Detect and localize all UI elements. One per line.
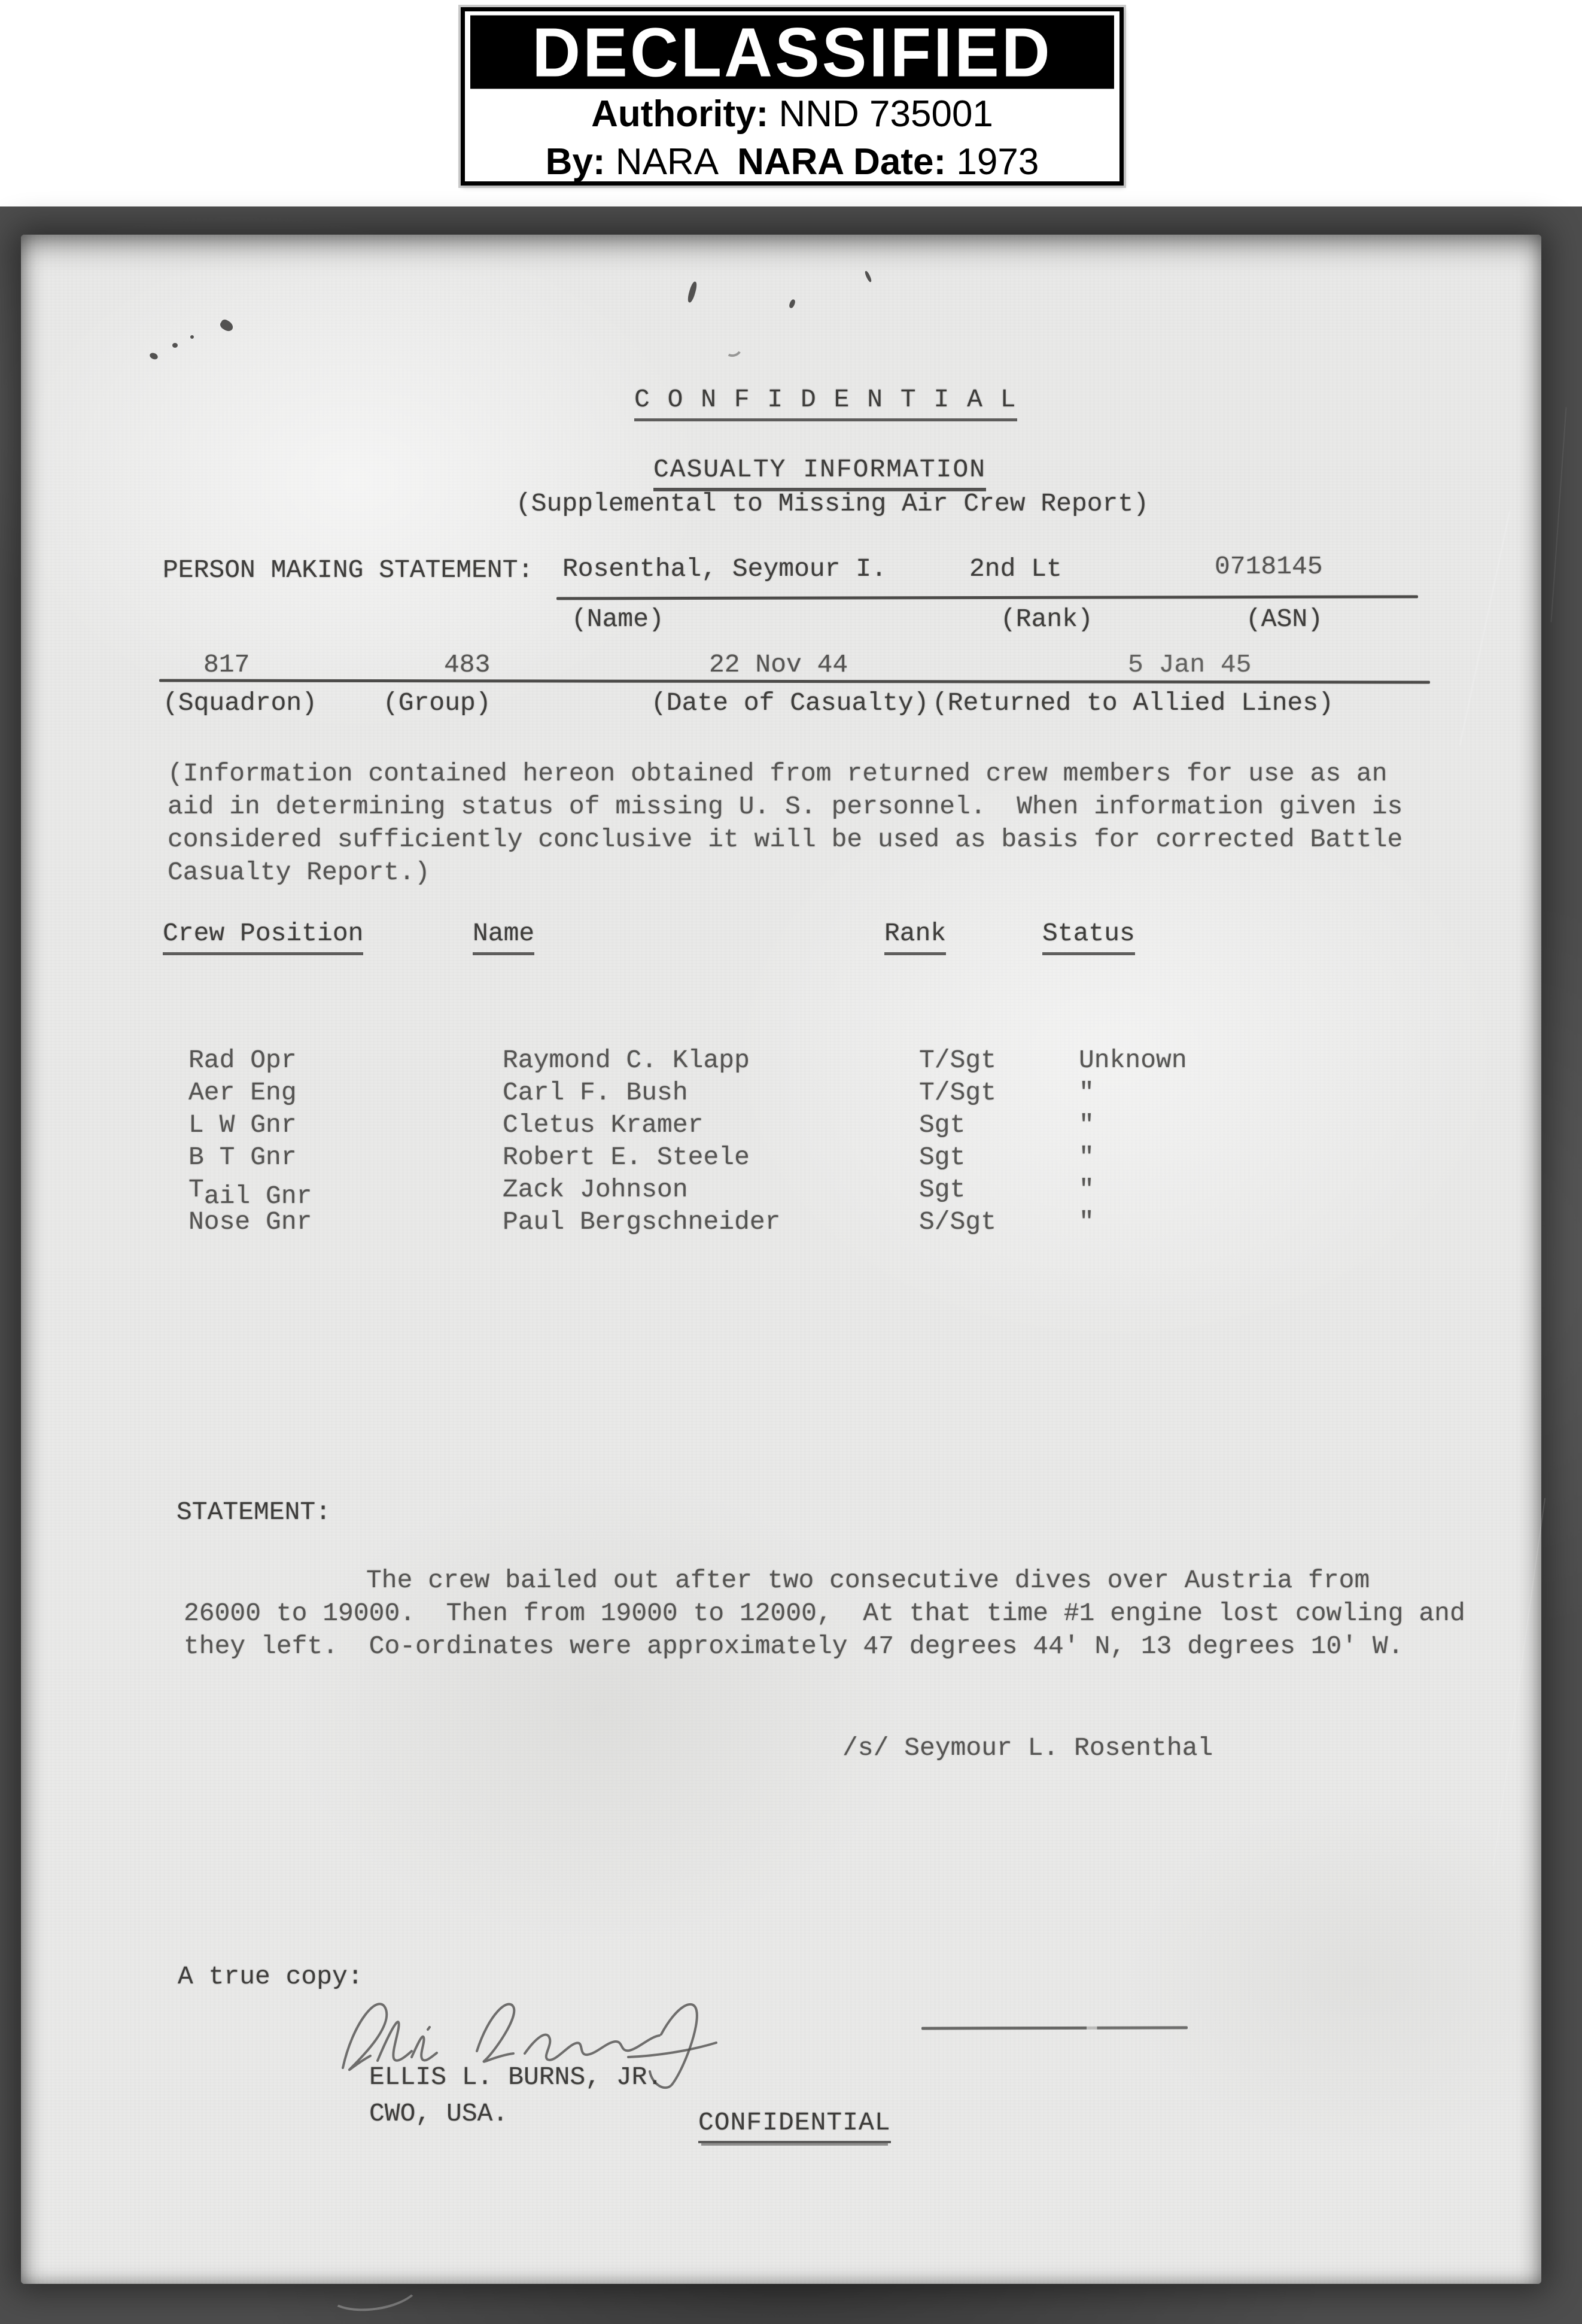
crew-rank: Sgt: [919, 1110, 966, 1140]
classification-heading: C O N F I D E N T I A L: [634, 385, 1017, 421]
group-value: 483: [444, 650, 491, 679]
crew-position: Tail Gnr: [188, 1175, 312, 1211]
crew-status: Unknown: [1079, 1046, 1187, 1075]
crew-table-row: [188, 1175, 1415, 1211]
nara-date-value: 1973: [946, 141, 1039, 183]
rank-caption: (Rank): [1000, 604, 1093, 634]
crew-status: ": [1079, 1143, 1094, 1172]
crew-status: ": [1079, 1175, 1094, 1204]
stamp-authority-line: [465, 93, 1119, 135]
crew-rank: T/Sgt: [919, 1046, 997, 1075]
by-value: NARA: [605, 141, 738, 183]
by-label: By:: [545, 141, 606, 183]
classification-footer: CONFIDENTIAL: [698, 2108, 891, 2143]
statement-line: they left. Co-ordinates were approximately 47 degrees 44' N, 13 degrees 10' W.: [184, 1632, 1404, 1661]
certifier-name: ELLIS L. BURNS, JR.: [369, 2062, 663, 2092]
person-statement-label: PERSON MAKING STATEMENT:: [163, 555, 534, 585]
crew-rank: T/Sgt: [919, 1078, 997, 1107]
crew-position: Aer Eng: [188, 1078, 297, 1107]
info-paragraph-line: Casualty Report.): [168, 858, 430, 887]
crew-table-header-position: Crew Position: [163, 919, 363, 955]
date-of-casualty-value: 22 Nov 44: [709, 650, 848, 679]
certifier-title: CWO, USA.: [369, 2099, 509, 2128]
crew-position: B T Gnr: [188, 1143, 297, 1172]
info-paragraph-line: aid in determining status of missing U. S. personnel. When information given is: [168, 792, 1403, 821]
squadron-value: 817: [203, 650, 250, 679]
statement-label: STATEMENT:: [177, 1497, 331, 1527]
declassified-stamp: [461, 7, 1124, 186]
date-caption: (Date of Casualty): [651, 688, 929, 718]
authority-label: Authority:: [591, 93, 769, 135]
returned-value: 5 Jan 45: [1128, 650, 1252, 679]
group-caption: (Group): [383, 688, 491, 718]
crew-name: Zack Johnson: [503, 1175, 688, 1204]
crew-name: Raymond C. Klapp: [503, 1046, 750, 1075]
crew-status: ": [1079, 1207, 1094, 1237]
crew-table-row: [188, 1143, 1415, 1172]
person-name-value: Rosenthal, Seymour I.: [562, 554, 887, 584]
name-caption: (Name): [571, 604, 664, 634]
crew-status: ": [1079, 1078, 1094, 1107]
crew-name: Paul Bergschneider: [503, 1207, 781, 1237]
crew-table-row: [188, 1110, 1415, 1140]
crew-table-header-rank: Rank: [884, 919, 946, 955]
info-paragraph-line: considered sufficiently conclusive it will be used as basis for corrected Battle: [168, 825, 1403, 854]
crew-rank: Sgt: [919, 1143, 966, 1172]
person-rank-value: 2nd Lt: [969, 554, 1062, 584]
true-copy-label: A true copy:: [178, 1962, 363, 1991]
squadron-caption: (Squadron): [163, 688, 318, 718]
stamp-by-line: [465, 141, 1119, 183]
ink-speck: [172, 343, 178, 348]
document-subtitle: (Supplemental to Missing Air Crew Report): [516, 489, 1149, 518]
crew-position: Rad Opr: [188, 1046, 297, 1075]
crew-position: Nose Gnr: [188, 1207, 312, 1237]
crew-name: Carl F. Bush: [503, 1078, 688, 1107]
crew-status: ": [1079, 1110, 1094, 1140]
nara-date-label: NARA Date:: [737, 141, 947, 183]
crew-rank: S/Sgt: [919, 1207, 997, 1237]
document-title: CASUALTY INFORMATION: [653, 455, 986, 491]
crew-position: L W Gnr: [188, 1110, 297, 1140]
statement-line: The crew bailed out after two consecutive dives over Austria from: [366, 1566, 1370, 1595]
authority-value: NND 735001: [768, 93, 993, 135]
crew-name: Robert E. Steele: [503, 1143, 750, 1172]
returned-caption: (Returned to Allied Lines): [932, 688, 1334, 718]
crew-name: Cletus Kramer: [503, 1110, 704, 1140]
statement-line: 26000 to 19000. Then from 19000 to 12000, At that time #1 engine lost cowling and: [184, 1599, 1465, 1628]
crew-table-header-name: Name: [473, 919, 534, 955]
crew-table-row: [188, 1078, 1415, 1108]
crew-table-header-status: Status: [1042, 919, 1135, 955]
declassified-banner: DECLASSIFIED: [470, 16, 1114, 89]
crew-table-row: [188, 1207, 1415, 1237]
crew-rank: Sgt: [919, 1175, 966, 1204]
crew-table-row: [188, 1046, 1415, 1076]
asn-caption: (ASN): [1246, 604, 1324, 634]
typed-signature: /s/ Seymour L. Rosenthal: [842, 1733, 1213, 1763]
ink-speck: [190, 335, 194, 339]
person-asn-value: 0718145: [1215, 552, 1323, 581]
info-paragraph-line: (Information contained hereon obtained from returned crew members for use as an: [168, 759, 1388, 788]
